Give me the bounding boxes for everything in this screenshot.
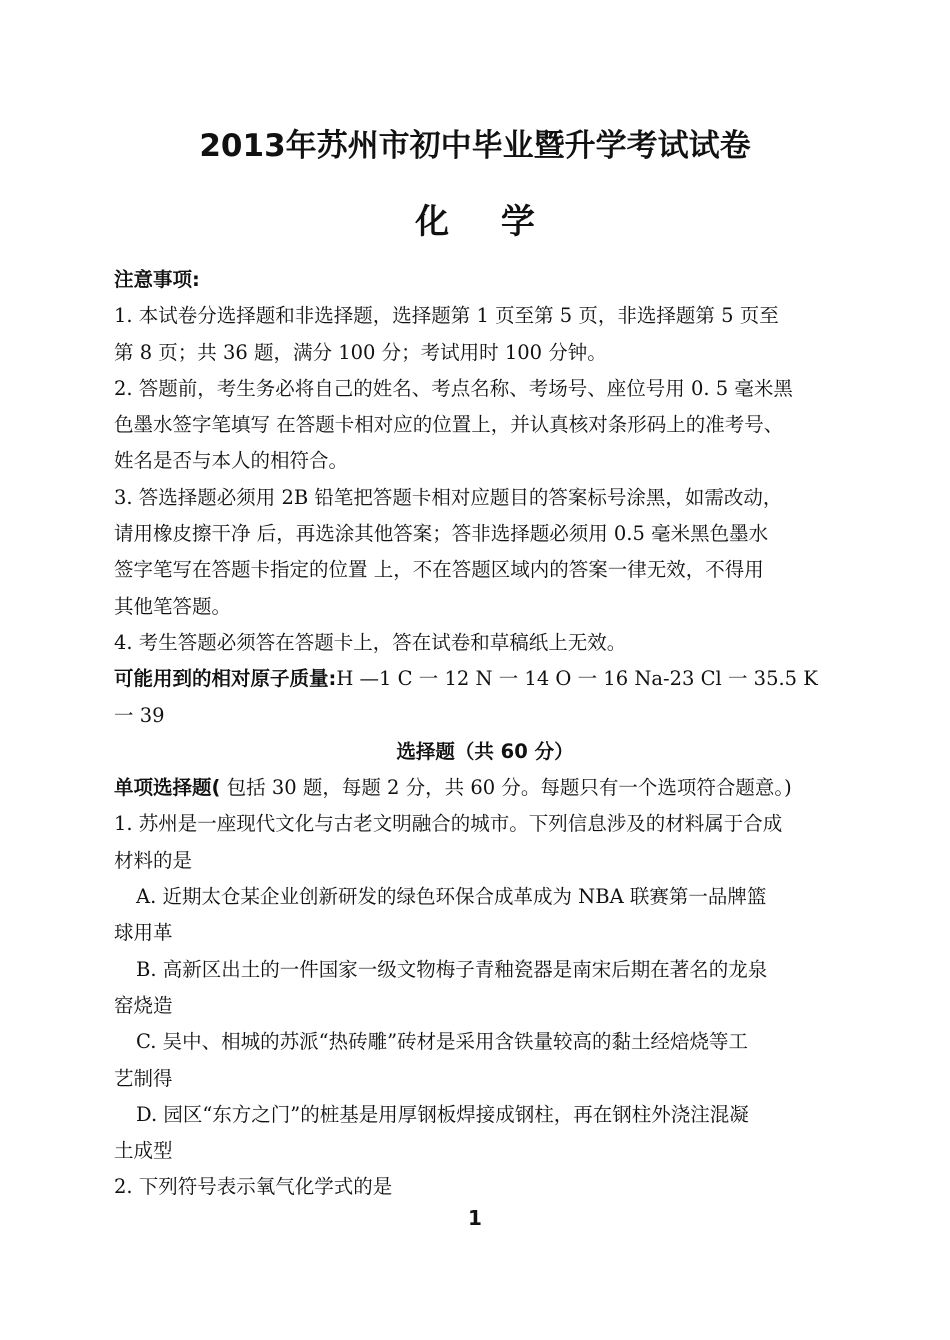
notice-heading: 注意事项: [114,268,200,291]
notice-line: 1. 本试卷分选择题和非选择题，选择题第 1 页至第 5 页，非选择题第 5 页至 [114,304,779,328]
question-stem: 2. 下列符号表示氧气化学式的是 [114,1175,393,1199]
notice-line: 3. 答选择题必须用 2B 铅笔把答题卡相对应题目的答案标号涂黑，如需改动， [114,485,783,509]
question-stem: 材料的是 [114,848,193,872]
notice-line: 签字笔写在答题卡指定的位置 上，不在答题区域内的答案一律无效，不得用 [114,558,764,582]
section-heading: 选择题（共 60 分） [396,739,574,763]
notice-line: 色墨水签字笔填写 在答题卡相对应的位置上，并认真核对条形码上的准考号、 [114,413,784,437]
notice-line: 姓名是否与本人的相符合。 [114,449,349,473]
atomic-mass-continuation: 一 39 [114,703,165,727]
option-d-continuation: 土成型 [114,1139,173,1163]
exam-body [114,262,856,1206]
option-c-continuation: 艺制得 [114,1066,173,1090]
notice-line: 第 8 页；共 36 题，满分 100 分；考试用时 100 分钟。 [114,340,607,364]
part-description: 包括 30 题，每题 2 分，共 60 分。每题只有一个选项符合题意。) [220,776,792,800]
atomic-mass-label: 可能用到的相对原子质量: [114,667,337,691]
atomic-mass-line [114,661,856,697]
subject-title: 化 学 [415,202,555,242]
part-label: 单项选择题( [114,776,221,800]
notice-line: 其他笔答题。 [114,594,232,618]
option-b-continuation: 窑烧造 [114,993,173,1017]
page-number: 1 [468,1206,482,1230]
notice-line: 请用橡皮擦干净 后，再选涂其他答案；答非选择题必须用 0.5 毫米黑色墨水 [114,522,769,546]
option-d: D. 园区“东方之门”的桩基是用厚钢板焊接成钢柱，再在钢柱外浇注混凝 [136,1102,749,1126]
exam-title: 2013年苏州市初中毕业暨升学考试试卷 [199,128,751,164]
question-stem: 1. 苏州是一座现代文化与古老文明融合的城市。下列信息涉及的材料属于合成 [114,812,783,836]
option-a-continuation: 球用革 [114,921,173,945]
atomic-mass-values: H —1 C 一 12 N 一 14 O 一 16 Na-23 Cl 一 35.5 K [336,667,818,691]
option-a: A. 近期太仓某企业创新研发的绿色环保合成革成为 NBA 联赛第一品牌篮 [136,885,767,909]
notice-line: 4. 考生答题必须答在答题卡上，答在试卷和草稿纸上无效。 [114,630,627,654]
notice-line: 2. 答题前，考生务必将自己的姓名、考点名称、考场号、座位号用 0. 5 毫米黑 [114,376,793,400]
part-instruction [114,770,856,806]
option-c: C. 吴中、相城的苏派“热砖雕”砖材是采用含铁量较高的黏土经焙烧等工 [136,1030,749,1054]
option-b: B. 高新区出土的一件国家一级文物梅子青釉瓷器是南宋后期在著名的龙泉 [136,957,768,981]
